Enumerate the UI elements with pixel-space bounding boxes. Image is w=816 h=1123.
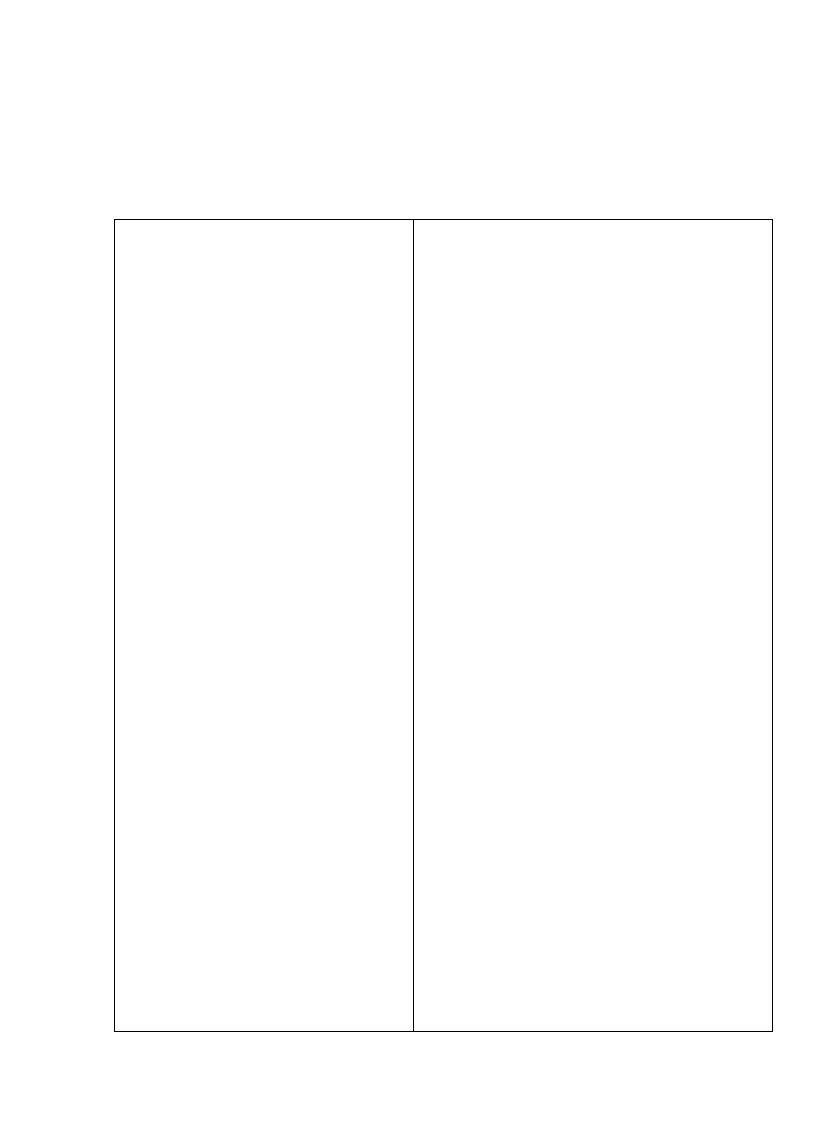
teacher-student-activities-column bbox=[115, 220, 414, 1032]
lesson-activity-table bbox=[114, 219, 773, 1032]
table-row bbox=[115, 220, 773, 1032]
main-content-column bbox=[414, 220, 773, 1032]
